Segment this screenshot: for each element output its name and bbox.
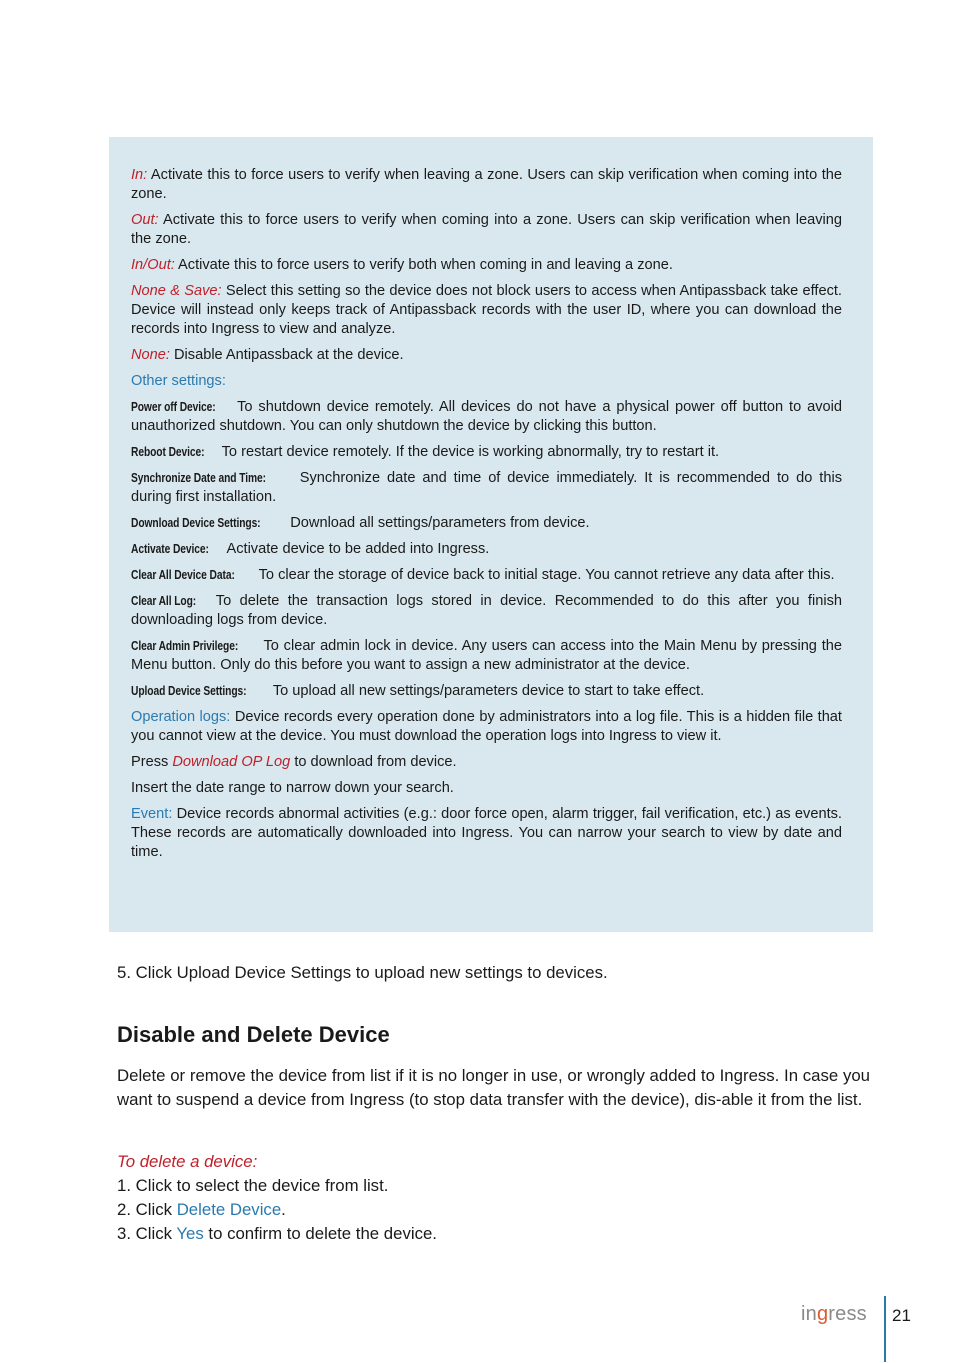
press-download-line <box>131 753 842 772</box>
footer-divider <box>884 1296 886 1362</box>
setting-label: Out: <box>131 212 159 228</box>
insert-date-line <box>131 779 842 798</box>
setting-text: To clear admin lock in device. Any users can access into the Main Menu by pressing the Menu button. Only do this before you want to assign a new administrator at the device. <box>131 638 842 673</box>
setting-text: Device records every operation done by administrators into a log file. This is a hidden file that you cannot view at the device. You must download the operation logs into Ingress to view it. <box>131 709 842 744</box>
setting-label: In/Out: <box>131 257 175 273</box>
setting-upload <box>131 682 842 701</box>
setting-text: To restart device remotely. If the device is working abnormally, try to restart it. <box>217 444 720 460</box>
setting-operation-logs <box>131 708 842 746</box>
setting-none <box>131 346 842 365</box>
setting-power-off <box>131 398 842 436</box>
setting-label: Event: <box>131 806 173 822</box>
step-suffix: . <box>281 1200 286 1219</box>
delete-steps-list <box>117 1174 437 1246</box>
setting-text: Activate device to be added into Ingress. <box>223 541 490 557</box>
step-prefix: 3. Click <box>117 1224 177 1243</box>
insert-text: Insert the date range to narrow down your search. <box>131 780 454 796</box>
setting-label: Upload Device Settings: <box>131 684 247 698</box>
setting-label: Operation logs: <box>131 709 231 725</box>
setting-inout <box>131 256 842 275</box>
logo-part: ress <box>828 1303 867 1325</box>
download-op-log-label: Download OP Log <box>172 754 291 770</box>
list-item <box>117 1174 437 1198</box>
step-prefix: 2. Click <box>117 1200 177 1219</box>
setting-event <box>131 805 842 862</box>
setting-label: None: <box>131 347 170 363</box>
setting-clear-data <box>131 566 842 585</box>
setting-label: Download Device Settings: <box>131 516 261 530</box>
setting-text: Device records abnormal activities (e.g.: door force open, alarm trigger, fail verification, etc.) as events. These records are automatically downloaded into Ingress. You can narrow your search to view by date and time. <box>131 806 842 860</box>
other-settings-label: Other settings: <box>131 373 226 389</box>
setting-out <box>131 211 842 249</box>
setting-text: To delete the transaction logs stored in device. Recommended to do this after you finish downloading logs from device. <box>131 593 842 628</box>
list-item <box>117 1198 437 1222</box>
step-5: 5. Click Upload Device Settings to upload new settings to devices. <box>117 963 608 982</box>
setting-activate <box>131 540 842 559</box>
setting-label: Clear All Log: <box>131 594 197 608</box>
setting-sync <box>131 469 842 507</box>
setting-text: Synchronize date and time of device immediately. It is recommended to do this during first installation. <box>131 470 842 505</box>
setting-text: To clear the storage of device back to initial stage. You cannot retrieve any data after this. <box>254 567 835 583</box>
setting-text: Activate this to force users to verify both when coming in and leaving a zone. <box>174 257 673 273</box>
to-delete-heading: To delete a device: <box>117 1152 258 1171</box>
section-heading: Disable and Delete Device <box>117 1022 390 1047</box>
yes-label: Yes <box>176 1224 204 1243</box>
list-item <box>117 1222 437 1246</box>
ingress-logo <box>801 1303 867 1326</box>
step-suffix: to confirm to delete the device. <box>203 1224 437 1243</box>
setting-reboot <box>131 443 842 462</box>
setting-text: Disable Antipassback at the device. <box>169 347 404 363</box>
press-suffix: to download from device. <box>290 754 457 770</box>
setting-label: Power off Device: <box>131 400 216 414</box>
info-box <box>109 137 873 932</box>
setting-clear-log <box>131 592 842 630</box>
setting-in <box>131 166 842 204</box>
setting-clear-admin <box>131 637 842 675</box>
setting-text: To shutdown device remotely. All devices do not have a physical power off button to avoid unauthorized shutdown. You can only shutdown the device by clicking this button. <box>131 399 842 434</box>
setting-label: Activate Device: <box>131 542 209 556</box>
logo-part: in <box>801 1303 817 1325</box>
setting-label: Clear Admin Privilege: <box>131 639 239 653</box>
press-prefix: Press <box>131 754 173 770</box>
section-paragraph: Delete or remove the device from list if it is no longer in use, or wrongly added to Ingress. In case you want to suspend a device from Ingress (to stop data transfer with the device), dis-able it from the list. <box>117 1066 870 1109</box>
logo-part: g <box>816 1303 829 1325</box>
delete-device-label: Delete Device <box>176 1200 282 1219</box>
setting-download <box>131 514 842 533</box>
setting-label: Reboot Device: <box>131 445 205 459</box>
setting-text: Select this setting so the device does not block users to access when Antipassback take effect. Device will instead only keeps track of Antipassback records with the user ID, where you can download the records into Ingress to view and analyze. <box>131 283 842 337</box>
step-text: 1. Click to select the device from list. <box>117 1176 389 1195</box>
setting-label: Synchronize Date and Time: <box>131 471 266 485</box>
other-settings-heading <box>131 372 842 391</box>
setting-text: Activate this to force users to verify when leaving a zone. Users can skip verification when coming into the zone. <box>131 167 842 202</box>
setting-label: None & Save: <box>131 283 222 299</box>
setting-label: Clear All Device Data: <box>131 568 235 582</box>
setting-text: Download all settings/parameters from device. <box>286 515 590 531</box>
setting-none-save <box>131 282 842 339</box>
setting-label: In: <box>131 167 148 183</box>
setting-text: To upload all new settings/parameters device to start to take effect. <box>269 683 705 699</box>
setting-text: Activate this to force users to verify when coming into a zone. Users can skip verification when leaving the zone. <box>131 212 842 247</box>
page-number: 21 <box>892 1306 911 1325</box>
